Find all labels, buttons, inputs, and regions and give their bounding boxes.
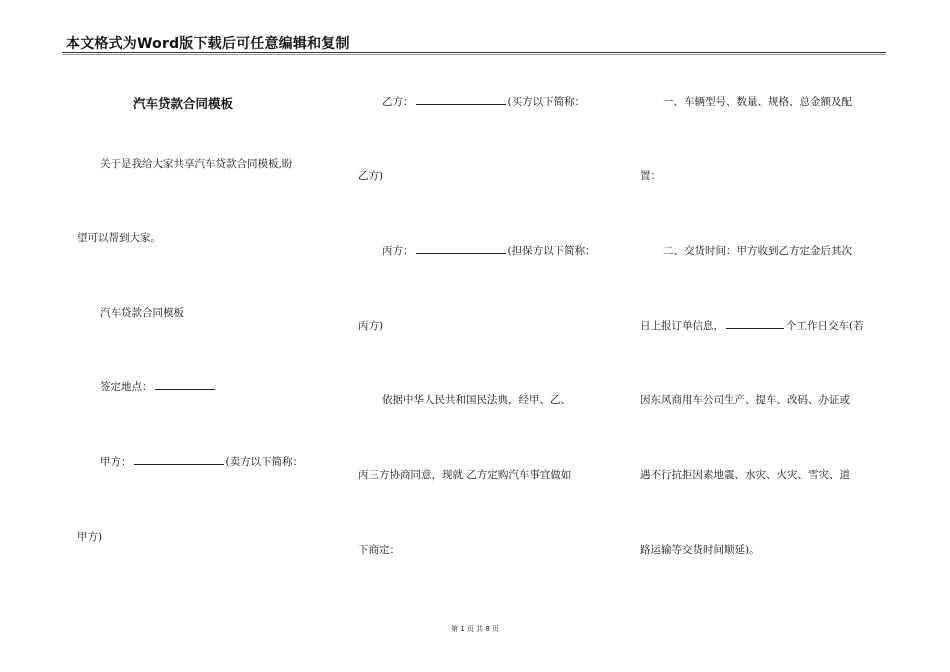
- clause-2-line-2: [640, 318, 864, 333]
- intro-line-2: 望可以帮到大家。: [77, 232, 161, 244]
- party-c-label: 丙方：: [382, 245, 414, 257]
- signing-location-line: [100, 379, 217, 394]
- clause-1-line-1: 一、车辆型号、数量、规格、总金额及配: [663, 96, 852, 108]
- clause-2-line-4: 遇不行抗拒因素地震、水灾、火灾、雪灾、道: [640, 469, 850, 481]
- party-a-label: 甲方：: [100, 456, 132, 468]
- clause-2-prefix: 日上报订单信息，: [640, 320, 724, 332]
- clause-1-line-2: 置：: [640, 170, 661, 182]
- signing-location-blank[interactable]: [155, 379, 215, 390]
- signing-location-label: 签定地点：: [100, 381, 153, 393]
- clause-2-line-1: 二、交货时间：甲方收到乙方定金后其次: [663, 245, 852, 257]
- agreement-line-2: 丙三方协商同意，现就 乙方定购汽车事宜做如: [358, 469, 572, 481]
- party-b-line-2: 乙方): [358, 170, 384, 182]
- header-rule: [62, 52, 886, 53]
- contract-heading: 汽车贷款合同模板: [100, 307, 184, 319]
- agreement-line-3: 下商定：: [358, 544, 400, 556]
- party-b-line: [382, 94, 585, 109]
- party-a-line-2: 甲方): [77, 531, 103, 543]
- party-b-label: 乙方：: [382, 96, 414, 108]
- party-c-line-2: 丙方): [358, 320, 384, 332]
- document-header: 本文格式为Word版下载后可任意编辑和复制: [66, 36, 350, 52]
- workdays-blank[interactable]: [726, 318, 784, 329]
- agreement-line-1: 依据中华人民共和国民法典，经甲、乙、: [382, 394, 571, 406]
- party-c-line: [382, 243, 596, 258]
- party-a-line: [100, 454, 303, 469]
- clause-2-line-5: 路运输等交货时间顺延)。: [640, 544, 760, 556]
- party-a-blank[interactable]: [134, 454, 224, 465]
- clause-2-line-3: 因东风商用车公司生产、提车、改码、办证或: [640, 394, 850, 406]
- intro-line-1: 关于是我给大家共享汽车贷款合同模板,盼: [100, 158, 293, 170]
- party-c-suffix: (担保方以下简称：: [507, 245, 596, 257]
- party-c-blank[interactable]: [416, 243, 506, 254]
- document-title: 汽车贷款合同模板: [133, 96, 234, 111]
- clause-2-suffix: 个工作日交车(若: [786, 320, 864, 332]
- party-b-suffix: (买方以下简称：: [507, 96, 586, 108]
- party-b-blank[interactable]: [416, 94, 506, 105]
- header-rule-thin: [62, 54, 886, 55]
- page-number: 第 1 页 共 8 页: [450, 625, 500, 633]
- party-a-suffix: (卖方以下简称：: [225, 456, 304, 468]
